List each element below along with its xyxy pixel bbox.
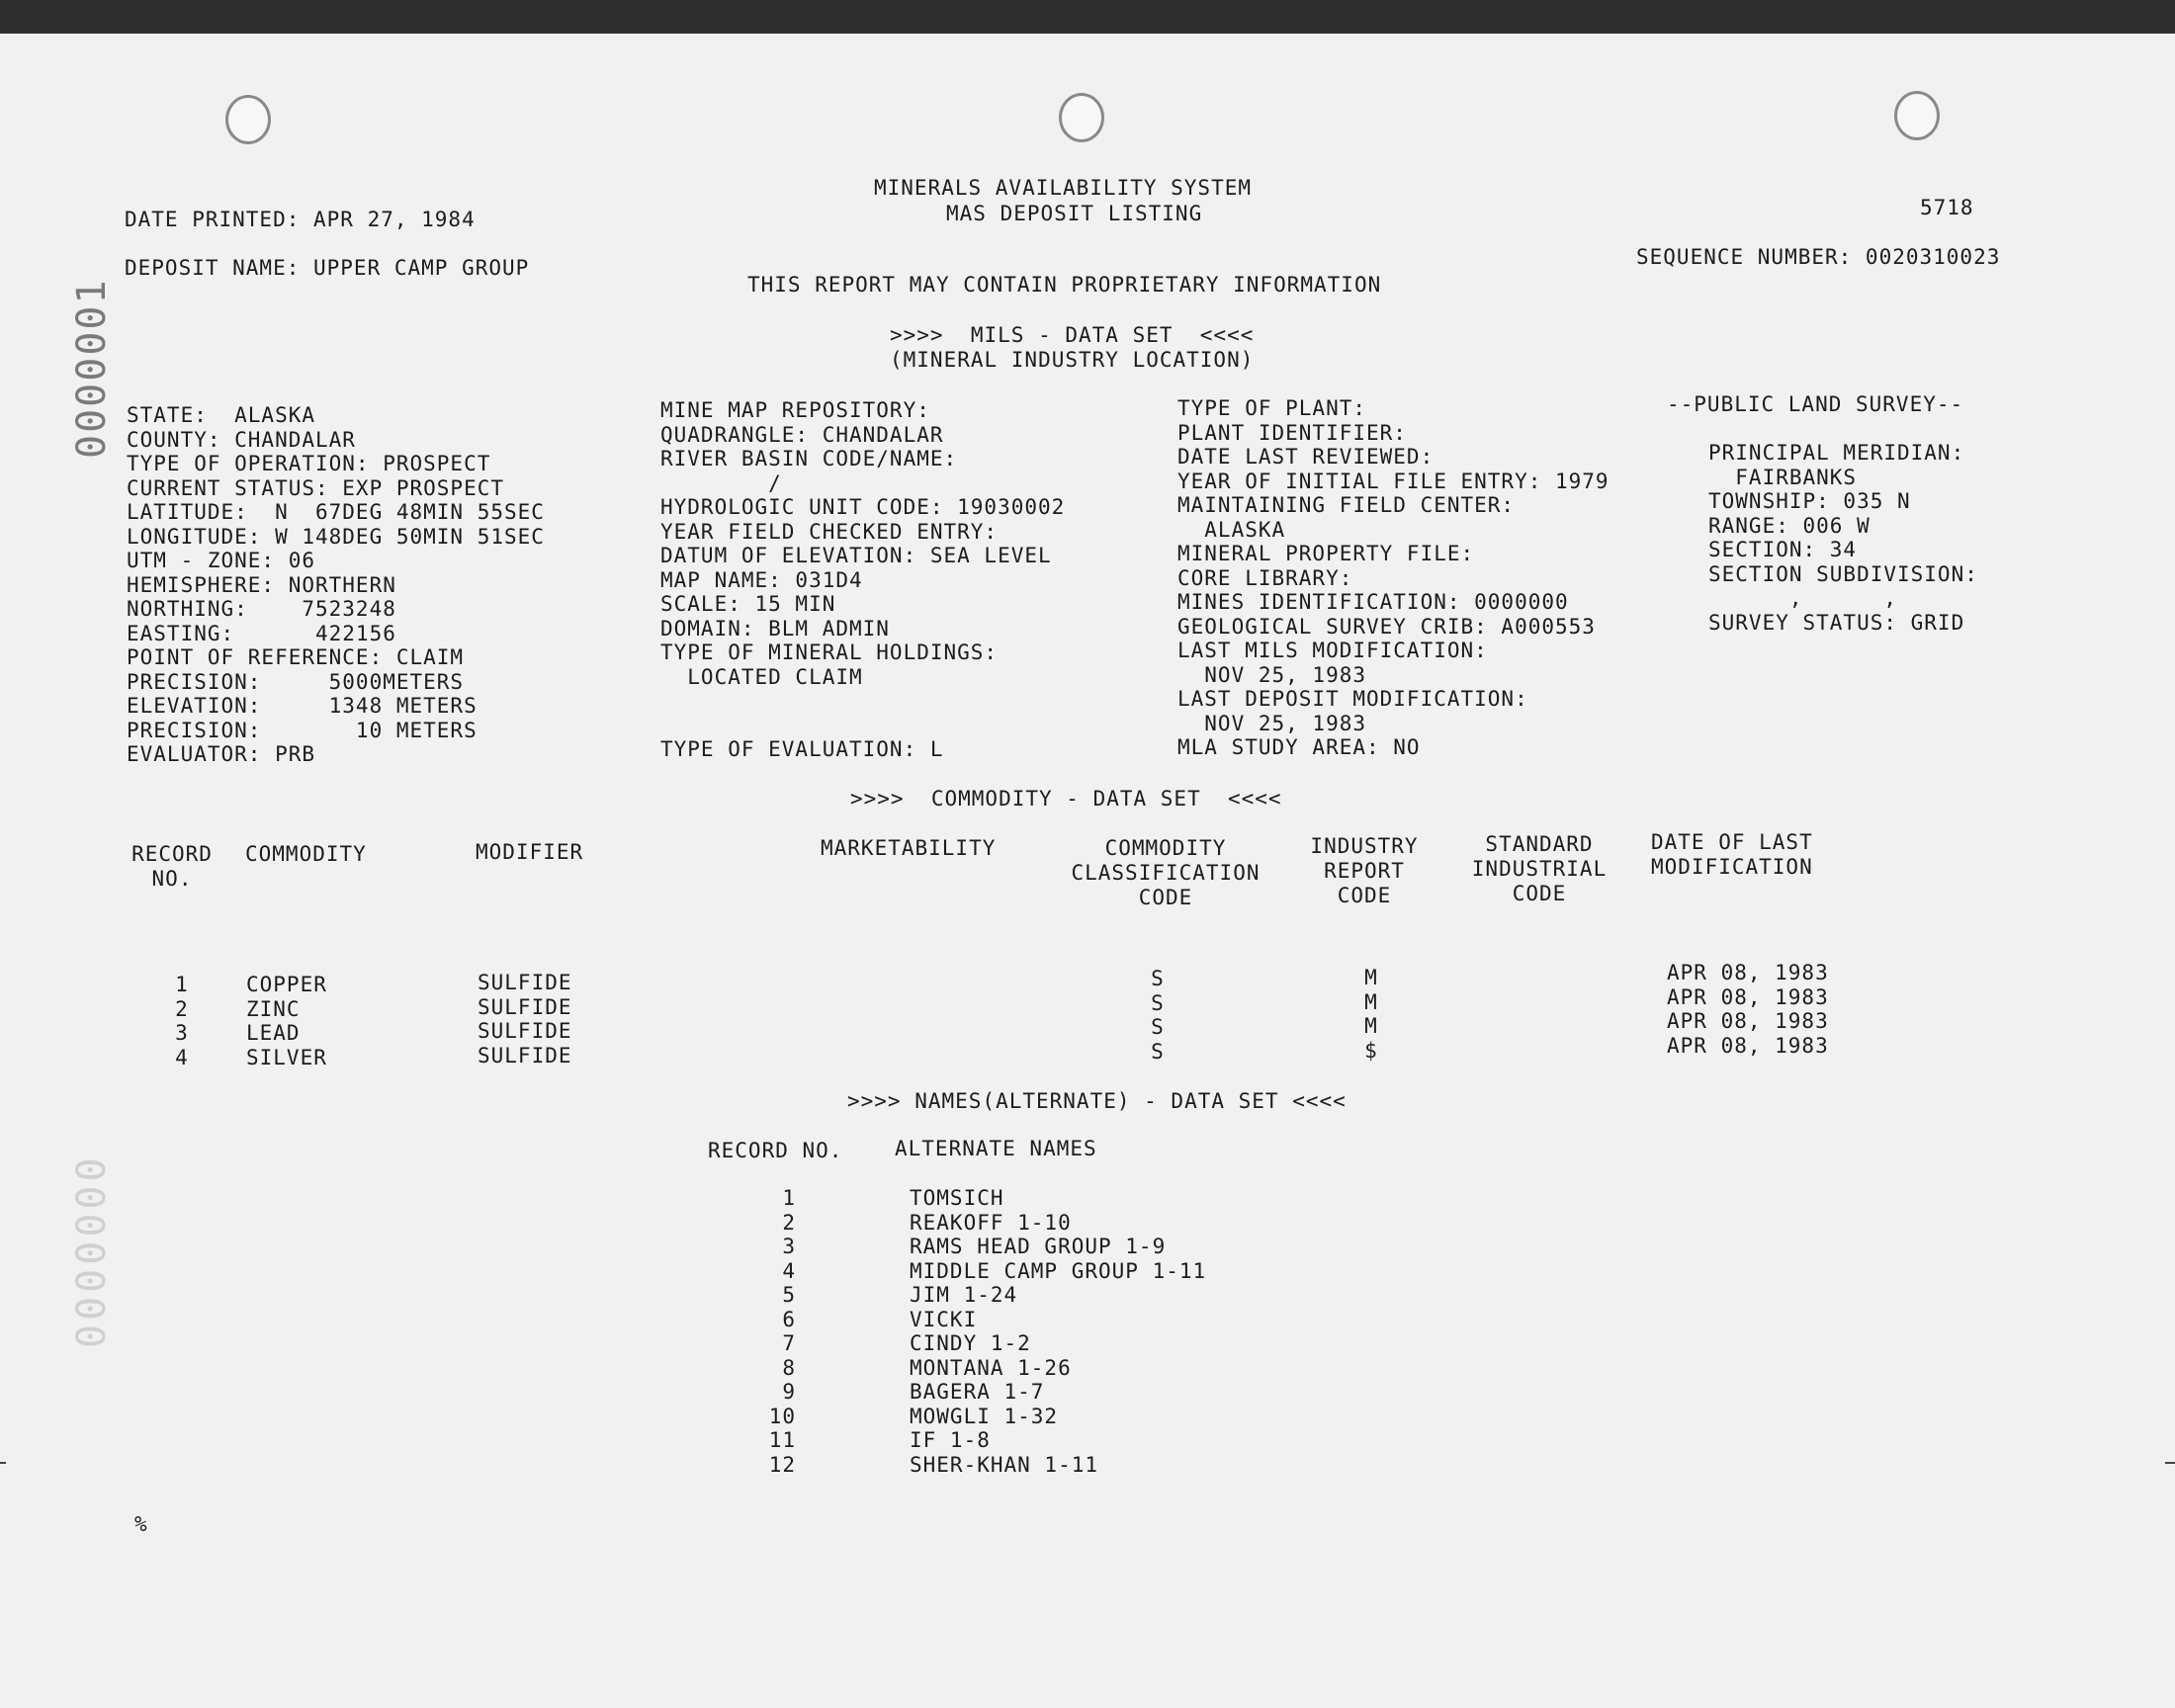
col-header-classification-2: CLASSIFICATION xyxy=(1071,861,1261,885)
mils-field: CORE LIBRARY: xyxy=(1177,565,1353,590)
table-cell: SULFIDE xyxy=(478,1019,572,1043)
commodity-class-codes xyxy=(1143,967,1173,1064)
col-header-commodity: COMMODITY xyxy=(245,842,367,866)
list-item: IF 1-8 xyxy=(910,1428,991,1452)
list-item: REAKOFF 1-10 xyxy=(910,1210,1072,1235)
mils-field: MAP NAME: 031D4 xyxy=(660,567,863,592)
pls-field: SECTION SUBDIVISION: xyxy=(1708,561,1978,586)
mils-field: SCALE: 15 MIN xyxy=(660,592,836,616)
margin-stamp-faint: 0000000 xyxy=(69,1153,115,1348)
mils-field: NORTHING: 7523248 xyxy=(127,597,396,621)
col-header-sic-3: CODE xyxy=(1512,882,1567,905)
mils-field: MINES IDENTIFICATION: 0000000 xyxy=(1177,590,1569,614)
punch-hole-right xyxy=(1894,91,1940,140)
col-header-record-no: NO. xyxy=(151,867,193,891)
mils-field: LATITUDE: N 67DEG 48MIN 55SEC xyxy=(127,500,545,524)
names-list xyxy=(910,1186,1206,1477)
table-cell: S xyxy=(1151,967,1165,990)
list-item: MIDDLE CAMP GROUP 1-11 xyxy=(910,1258,1207,1283)
list-item: BAGERA 1-7 xyxy=(910,1380,1045,1404)
col-header-date-1: DATE OF LAST xyxy=(1651,830,1813,854)
deposit-name: DEPOSIT NAME: UPPER CAMP GROUP xyxy=(125,256,530,280)
edge-rule-left xyxy=(0,1462,6,1464)
punch-hole-left xyxy=(225,95,271,144)
col-header-marketability: MARKETABILITY xyxy=(821,836,997,860)
table-cell: SILVER xyxy=(246,1045,327,1069)
mils-field: CURRENT STATUS: EXP PROSPECT xyxy=(127,475,505,500)
mils-field: UTM - ZONE: 06 xyxy=(127,549,316,572)
mils-title: >>>> MILS - DATA SET <<<< xyxy=(890,323,1255,347)
pls-field: TOWNSHIP: 035 N xyxy=(1708,489,1911,513)
mils-field: DATUM OF ELEVATION: SEA LEVEL xyxy=(660,544,1052,567)
names-header-alternate: ALTERNATE NAMES xyxy=(895,1137,1097,1160)
mils-field: PRECISION: 10 METERS xyxy=(127,718,478,742)
table-cell: SULFIDE xyxy=(478,1043,572,1068)
table-cell: SULFIDE xyxy=(478,971,572,994)
mils-field xyxy=(660,714,1065,738)
col-header-sic-2: INDUSTRIAL xyxy=(1471,857,1608,881)
mils-field: TYPE OF PLANT: xyxy=(1177,396,1367,420)
mils-field: PRECISION: 5000METERS xyxy=(127,669,465,694)
public-land-survey-title: --PUBLIC LAND SURVEY-- xyxy=(1667,392,1964,416)
mils-field xyxy=(660,689,1065,714)
table-cell: S xyxy=(1151,990,1165,1015)
list-item: SHER-KHAN 1-11 xyxy=(910,1452,1099,1477)
mils-field: COUNTY: CHANDALAR xyxy=(127,427,356,452)
list-item-number: 1 xyxy=(782,1186,796,1210)
col-header-record: RECORD xyxy=(131,842,213,866)
pls-field: SURVEY STATUS: GRID xyxy=(1708,610,1965,635)
mils-field: QUADRANGLE: CHANDALAR xyxy=(660,422,944,447)
pls-field: SECTION: 34 xyxy=(1708,538,1858,561)
col-header-classification-1: COMMODITY xyxy=(1104,836,1227,860)
list-item: RAMS HEAD GROUP 1-9 xyxy=(910,1235,1167,1258)
mils-field: NOV 25, 1983 xyxy=(1177,711,1367,735)
mils-field: RIVER BASIN CODE/NAME: xyxy=(660,447,958,470)
mils-field: DOMAIN: BLM ADMIN xyxy=(660,616,890,640)
mils-file-column xyxy=(1177,396,1610,760)
table-cell: 1 xyxy=(175,973,189,996)
names-title: >>>> NAMES(ALTERNATE) - DATA SET <<<< xyxy=(847,1089,1347,1113)
mils-field: MLA STUDY AREA: NO xyxy=(1177,735,1421,759)
mils-field: HYDROLOGIC UNIT CODE: 19030002 xyxy=(660,495,1066,519)
mils-field: YEAR FIELD CHECKED ENTRY: xyxy=(660,519,999,544)
mils-field: MINE MAP REPOSITORY: xyxy=(660,398,930,422)
commodity-title: >>>> COMMODITY - DATA SET <<<< xyxy=(850,787,1282,811)
mils-field: DATE LAST REVIEWED: xyxy=(1177,445,1435,469)
mils-field: YEAR OF INITIAL FILE ENTRY: 1979 xyxy=(1177,469,1610,493)
table-cell: 3 xyxy=(175,1021,189,1045)
pls-field: FAIRBANKS xyxy=(1708,465,1858,489)
mils-field: ELEVATION: 1348 METERS xyxy=(127,694,478,718)
punch-hole-center xyxy=(1059,93,1104,142)
public-land-survey-column xyxy=(1708,441,1978,635)
mils-field: LAST DEPOSIT MODIFICATION: xyxy=(1177,687,1528,711)
sequence-number: SEQUENCE NUMBER: 0020310023 xyxy=(1636,245,2001,269)
list-item-number: 4 xyxy=(782,1258,796,1283)
commodity-industry-codes xyxy=(1356,966,1386,1063)
mils-field: GEOLOGICAL SURVEY CRIB: A000553 xyxy=(1177,614,1596,639)
list-item-number: 6 xyxy=(782,1307,796,1331)
list-item: TOMSICH xyxy=(910,1186,1004,1210)
pls-field: PRINCIPAL MERIDIAN: xyxy=(1708,441,1965,465)
scan-top-border xyxy=(0,0,2175,34)
list-item-number: 10 xyxy=(768,1404,796,1428)
mils-field: EASTING: 422156 xyxy=(127,621,396,645)
mils-field: LONGITUDE: W 148DEG 50MIN 51SEC xyxy=(127,524,545,549)
col-header-industry-3: CODE xyxy=(1337,884,1392,907)
col-header-date-2: MODIFICATION xyxy=(1651,855,1813,879)
mils-field: LAST MILS MODIFICATION: xyxy=(1177,639,1488,662)
col-header-modifier: MODIFIER xyxy=(476,840,584,864)
list-item-number: 8 xyxy=(782,1355,796,1380)
list-item: VICKI xyxy=(910,1307,978,1331)
margin-stamp: 0000001 xyxy=(69,278,115,459)
mils-field: HEMISPHERE: NORTHERN xyxy=(127,572,396,597)
table-cell: APR 08, 1983 xyxy=(1667,984,1829,1009)
col-header-industry-2: REPORT xyxy=(1324,859,1405,883)
names-header-record: RECORD NO. xyxy=(708,1139,843,1162)
mils-field: EVALUATOR: PRB xyxy=(127,742,316,766)
list-item-number: 2 xyxy=(782,1210,796,1235)
mils-field: POINT OF REFERENCE: CLAIM xyxy=(127,645,465,669)
list-item: MOWGLI 1-32 xyxy=(910,1404,1059,1428)
table-cell: $ xyxy=(1364,1038,1378,1063)
table-cell: 4 xyxy=(175,1045,189,1069)
commodity-names xyxy=(246,973,327,1069)
list-item: CINDY 1-2 xyxy=(910,1331,1031,1355)
commodity-modifiers xyxy=(478,971,572,1068)
date-printed: DATE PRINTED: APR 27, 1984 xyxy=(125,208,476,231)
proprietary-notice: THIS REPORT MAY CONTAIN PROPRIETARY INFORMATION xyxy=(747,273,1382,297)
table-cell: APR 08, 1983 xyxy=(1667,1009,1829,1033)
table-cell: ZINC xyxy=(246,996,301,1021)
pls-field: RANGE: 006 W xyxy=(1708,513,1870,538)
system-title: MINERALS AVAILABILITY SYSTEM xyxy=(874,176,1253,200)
col-header-industry-1: INDUSTRY xyxy=(1310,834,1419,858)
document-page xyxy=(0,34,2175,1708)
footer-mark: % xyxy=(134,1512,148,1536)
list-item: JIM 1-24 xyxy=(910,1283,1018,1307)
col-header-classification-3: CODE xyxy=(1138,886,1193,909)
table-cell: S xyxy=(1151,1039,1165,1064)
page-number: 5718 xyxy=(1920,196,1974,219)
mils-map-column xyxy=(660,398,1065,762)
mils-field: NOV 25, 1983 xyxy=(1177,662,1367,687)
mils-field: TYPE OF MINERAL HOLDINGS: xyxy=(660,640,999,664)
list-item-number: 3 xyxy=(782,1235,796,1258)
mils-field: STATE: ALASKA xyxy=(127,403,316,427)
table-cell: LEAD xyxy=(246,1021,301,1045)
mils-subtitle: (MINERAL INDUSTRY LOCATION) xyxy=(890,348,1255,372)
table-cell: S xyxy=(1151,1015,1165,1039)
table-cell: APR 08, 1983 xyxy=(1667,961,1829,984)
list-item-number: 7 xyxy=(782,1331,796,1355)
table-cell: M xyxy=(1364,966,1378,989)
list-item: MONTANA 1-26 xyxy=(910,1355,1072,1380)
table-cell: M xyxy=(1364,1014,1378,1038)
table-cell: M xyxy=(1364,989,1378,1014)
names-record-numbers xyxy=(751,1186,796,1477)
mils-field: ALASKA xyxy=(1177,517,1286,542)
mils-field: MAINTAINING FIELD CENTER: xyxy=(1177,493,1516,517)
listing-title: MAS DEPOSIT LISTING xyxy=(946,202,1203,225)
table-cell: 2 xyxy=(175,996,189,1021)
list-item-number: 11 xyxy=(768,1428,796,1452)
table-cell: COPPER xyxy=(246,973,327,996)
table-cell: APR 08, 1983 xyxy=(1667,1033,1829,1058)
list-item-number: 9 xyxy=(782,1380,796,1404)
mils-location-column xyxy=(127,403,545,767)
mils-field: / xyxy=(660,470,782,495)
list-item-number: 12 xyxy=(768,1452,796,1477)
commodity-modification-dates xyxy=(1667,961,1829,1058)
pls-field: , , xyxy=(1708,586,1898,610)
mils-field: PLANT IDENTIFIER: xyxy=(1177,420,1407,445)
col-header-sic-1: STANDARD xyxy=(1485,832,1594,856)
list-item-number: 5 xyxy=(782,1283,796,1307)
mils-field: MINERAL PROPERTY FILE: xyxy=(1177,542,1475,565)
mils-field: TYPE OF OPERATION: PROSPECT xyxy=(127,452,491,475)
table-cell: SULFIDE xyxy=(478,994,572,1019)
commodity-record-numbers xyxy=(162,973,202,1069)
mils-field: TYPE OF EVALUATION: L xyxy=(660,737,944,761)
edge-rule-right xyxy=(2165,1462,2175,1464)
mils-field: LOCATED CLAIM xyxy=(660,664,863,689)
